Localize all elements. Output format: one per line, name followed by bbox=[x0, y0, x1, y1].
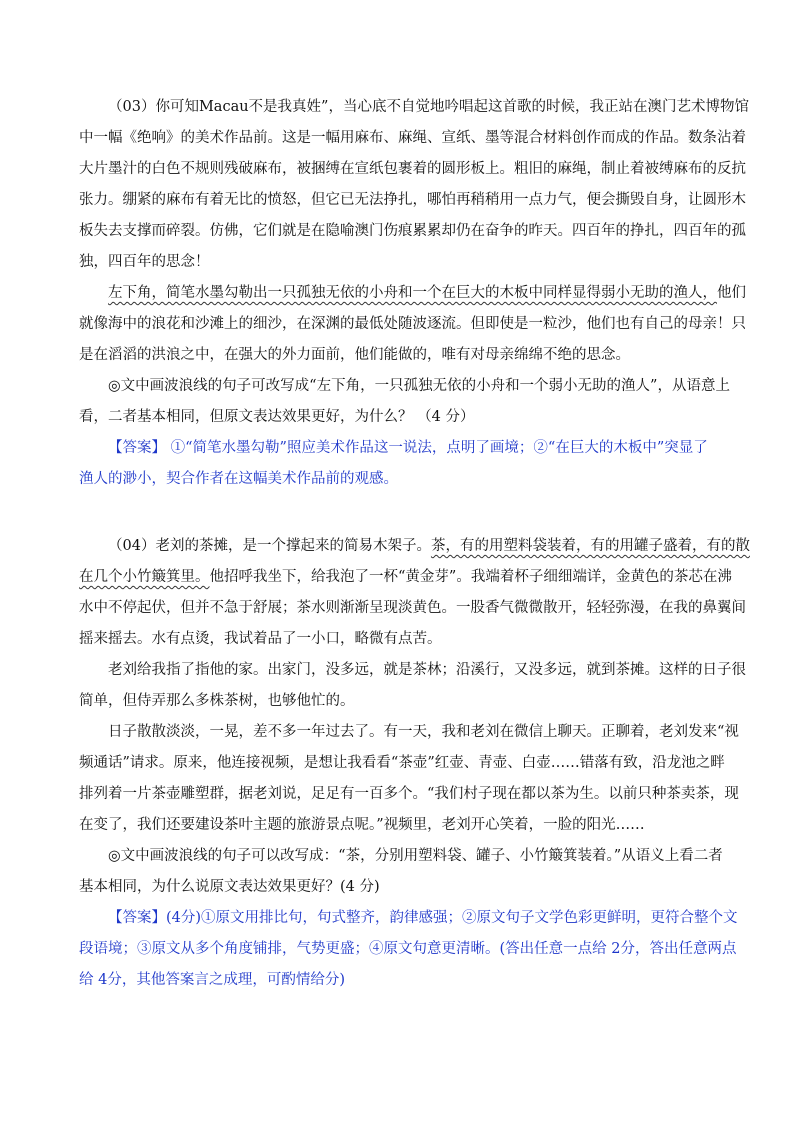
q04-line-1-text: （04）老刘的茶摊，是一个撑起来的简易木架子。 bbox=[108, 538, 431, 554]
q04-wavy-sentence-part-1: 茶，有的用塑料袋装着，有的用罐子盛着，有的散 bbox=[430, 538, 750, 554]
q04-line-2-rest: 他招呼我坐下，给我泡了一杯“黄金芽”。我端着杯子细细端详，金黄色的茶芯在沸 bbox=[209, 569, 732, 585]
q04-question-line-1: ◎文中画波浪线的句子可以改写成：“茶，分别用塑料袋、罐子、小竹簸箕装着。”从语义上看二者 bbox=[108, 848, 723, 864]
q04-wavy-sentence-part-2: 在几个小竹簸箕里。 bbox=[79, 569, 210, 585]
q03-para2-line-1 bbox=[79, 278, 746, 309]
q03-line-3: 大片墨汁的白色不规则残破麻布，被捆缚在宣纸包裹着的圆形板上。粗旧的麻绳，制止着被缚麻布的反抗 bbox=[79, 161, 746, 177]
q03-answer-line-2: 渔人的渺小，契合作者在这幅美术作品前的观感。 bbox=[79, 471, 398, 487]
q04-line-1 bbox=[79, 531, 750, 562]
q04-line-4: 摇来摇去。水有点烫，我试着品了一小口，略微有点苦。 bbox=[79, 631, 442, 647]
q03-wavy-sentence: 左下角，简笔水墨勾勒出一只孤独无依的小舟和一个在巨大的木板中同样显得弱小无助的渔人， bbox=[108, 285, 717, 301]
q04-answer-line-3: 给 4分，其他答案言之成理，可酌情给分) bbox=[79, 972, 345, 988]
q03-passage bbox=[79, 92, 749, 495]
q03-line-4: 张力。绷紧的麻布有着无比的愤怒，但它已无法挣扎，哪怕再稍稍用一点力气，便会撕毁自身，让圆形木 bbox=[79, 192, 746, 208]
q03-question-line-2: 看，二者基本相同，但原文表达效果更好，为什么？ （4 分） bbox=[79, 409, 475, 425]
q03-para2-line-3: 是在滔滔的洪浪之中，在强大的外力面前，他们能做的，唯有对母亲绵绵不绝的思念。 bbox=[79, 347, 630, 363]
q03-line-2: 中一幅《绝响》的美术作品前。这是一幅用麻布、麻绳、宣纸、墨等混合材料创作而成的作品。数条沾着 bbox=[79, 130, 746, 146]
q04-line-2 bbox=[79, 562, 735, 593]
q03-line-6: 独，四百年的思念！ bbox=[79, 254, 210, 270]
q04-passage bbox=[79, 531, 750, 996]
q03-line-5: 板失去支撑而碎裂。仿佛，它们就是在隐喻澳门伤痕累累却仍在奋争的昨天。四百年的挣扎，四百年的孤 bbox=[79, 223, 746, 239]
q04-answer-line-2: 段语境；③原文从多个角度铺排，气势更盛；④原文句意更清晰。(答出任意一点给 2分，答出任意两点 bbox=[79, 941, 737, 957]
q03-answer-label: 【答案】 bbox=[108, 440, 166, 456]
q04-para2-line-1: 老刘给我指了指他的家。出家门，没多远，就是茶林；沿溪行，又没多远，就到茶摊。这样的日子很 bbox=[108, 662, 746, 678]
q04-para3-line-2: 频通话”请求。原来，他连接视频，是想让我看看“茶壶”红壶、青壶、白壶……错落有致，沿龙池之畔 bbox=[79, 755, 725, 771]
q04-para3-line-1: 日子散散淡淡，一晃，差不多一年过去了。有一天，我和老刘在微信上聊天。正聊着，老刘发来“视 bbox=[108, 724, 739, 740]
q03-para2-rest: 他们 bbox=[717, 285, 746, 301]
q04-line-3: 水中不停起伏，但并不急于舒展；茶水则渐渐呈现淡黄色。一股香气微微散开，轻轻弥漫，在我的鼻翼间 bbox=[79, 600, 746, 616]
q04-question-line-2: 基本相同，为什么说原文表达效果更好？(4 分) bbox=[79, 879, 380, 895]
q03-answer-line-1 bbox=[79, 433, 735, 464]
q04-para3-line-4: 在变了，我们还要建设茶叶主题的旅游景点呢。”视频里，老刘开心笑着，一脸的阳光…… bbox=[79, 817, 645, 833]
q04-para2-line-2: 简单，但侍弄那么多株茶树，也够他忙的。 bbox=[79, 693, 355, 709]
q04-answer-line-1: 【答案】(4分)①原文用排比句，句式整齐，韵律感强；②原文句子文学色彩更鲜明，更符合整个文 bbox=[108, 910, 738, 926]
q03-answer-text: ①“简笔水墨勾勒”照应美术作品这一说法，点明了画境；②“在巨大的木板中”突显了 bbox=[170, 440, 708, 456]
q04-para3-line-3: 排列着一片茶壶雕塑群，据老刘说，足足有一百多个。“我们村子现在都以茶为生。以前只种茶卖茶，现 bbox=[79, 786, 739, 802]
q03-line-1: （03）你可知Macau不是我真姓”，当心底不自觉地吟唱起这首歌的时候，我正站在澳门艺术博物馆 bbox=[108, 99, 749, 115]
q03-para2-line-2: 就像海中的浪花和沙滩上的细沙，在深渊的最低处随波逐流。但即使是一粒沙，他们也有自己的母亲！只 bbox=[79, 316, 746, 332]
q03-question-line-1: ◎文中画波浪线的句子可改写成“左下角，一只孤独无依的小舟和一个弱小无助的渔人”，从语意上 bbox=[108, 378, 730, 394]
